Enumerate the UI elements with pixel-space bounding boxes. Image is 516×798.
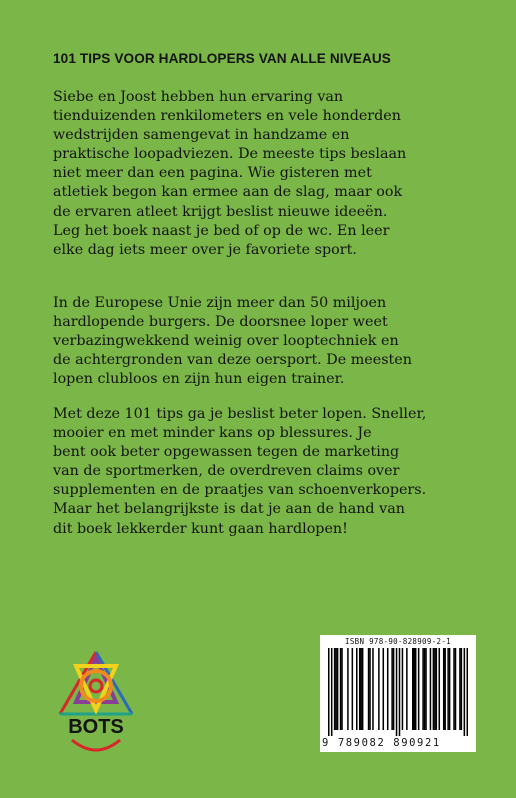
barcode-bar — [331, 648, 333, 736]
barcode-bar — [422, 648, 424, 730]
bots-publisher-logo — [54, 648, 138, 760]
barcode-bar — [439, 648, 441, 730]
barcode-bar — [455, 648, 457, 730]
barcode-bar — [418, 648, 420, 730]
barcode-bar — [424, 648, 426, 730]
barcode-bar — [372, 648, 374, 730]
barcode-bar — [412, 648, 414, 730]
barcode-bar — [436, 648, 438, 730]
barcode-bar — [383, 648, 385, 730]
back-cover-heading: 101 TIPS VOOR HARDLOPERS VAN ALLE NIVEAUS — [53, 51, 391, 66]
text-line: Met deze 101 tips ga je beslist beter lopen. Sneller, — [53, 406, 427, 422]
barcode-bar — [415, 648, 417, 730]
barcode-bar — [453, 648, 455, 730]
barcode-bar — [434, 648, 436, 730]
bots-logo-icon — [54, 648, 138, 760]
isbn-label: ISBN 978-90-828909-2-1 — [345, 637, 451, 646]
barcode-bar — [461, 648, 463, 730]
ean-digits: 9 789082 890921 — [322, 737, 441, 749]
barcode-bar — [387, 648, 389, 730]
barcode-bar — [399, 648, 401, 736]
text-line: van de sportmerken, de overdreven claims over — [53, 463, 400, 480]
text-line: dit boek lekkerder kunt gaan hardlopen! — [53, 520, 348, 537]
barcode-bar — [335, 648, 337, 730]
barcode-bar — [430, 648, 432, 730]
text-line: Leg het boek naast je bed of op de wc. En leer — [53, 222, 390, 239]
barcode-bars — [328, 648, 468, 736]
barcode-bar — [356, 648, 358, 730]
barcode-bar — [334, 648, 336, 730]
text-line: lopen clubloos en zijn hun eigen trainer. — [53, 371, 345, 388]
barcode-bar — [396, 648, 398, 736]
isbn-barcode — [320, 635, 476, 752]
text-line: hardlopende burgers. De doorsnee loper weet — [53, 314, 388, 331]
barcode-bar — [328, 648, 330, 736]
blurb-paragraph-2 — [53, 294, 483, 389]
barcode-bar — [443, 648, 445, 730]
barcode-bar — [340, 648, 342, 730]
text-line: Siebe en Joost hebben hun ervaring van — [53, 89, 344, 105]
barcode-bar — [413, 648, 415, 730]
text-line: de achtergronden van deze oersport. De meesten — [53, 352, 412, 369]
blurb-paragraph-1 — [53, 88, 483, 260]
barcode-bar — [352, 648, 354, 730]
blurb-paragraph-3 — [53, 405, 483, 539]
logo-wordmark: BOTS — [68, 716, 124, 738]
barcode-bar — [402, 648, 404, 730]
barcode-bar — [347, 648, 349, 730]
barcode-bar — [359, 648, 361, 730]
barcode-bar — [406, 648, 408, 730]
text-line: praktische loopadviezen. De meeste tips beslaan — [53, 146, 407, 163]
text-line: tienduizenden renkilometers en vele honderden — [53, 108, 401, 125]
text-line: In de Europese Unie zijn meer dan 50 miljoen — [53, 295, 387, 311]
text-line: Maar het belangrijkste is dat je aan de hand van — [53, 501, 405, 518]
barcode-bar — [459, 648, 461, 730]
text-line: elke dag iets meer over je favoriete sport. — [53, 241, 357, 258]
text-line: supplementen en de praatjes van schoenverkopers. — [53, 482, 427, 499]
barcode-bar — [368, 648, 370, 730]
barcode-bar — [425, 648, 427, 730]
barcode-bar — [360, 648, 362, 730]
barcode-bar — [362, 648, 364, 730]
barcode-bar — [393, 648, 395, 730]
barcode-bar — [391, 648, 393, 730]
barcode-bar — [433, 648, 435, 730]
text-line: wedstrijden samengevat in handzame en — [53, 127, 350, 144]
barcode-bar — [337, 648, 339, 730]
text-line: de ervaren atleet krijgt beslist nieuwe ideeën. — [53, 203, 388, 220]
barcode-bar — [447, 648, 449, 730]
barcode-bar — [444, 648, 446, 730]
text-line: mooier en met minder kans op blessures. Je — [53, 425, 372, 442]
text-line: verbazingwekkend weinig over looptechniek en — [53, 333, 399, 350]
text-line: niet meer dan een pagina. Wie gisteren met — [53, 165, 372, 182]
barcode-bar — [467, 648, 468, 736]
barcode-bar — [449, 648, 451, 730]
text-line: bent ook beter opgewassen tegen de marketing — [53, 444, 400, 461]
barcode-bar — [378, 648, 380, 730]
barcode-bar — [341, 648, 343, 730]
barcode-bar — [369, 648, 371, 730]
barcode-bar — [464, 648, 466, 736]
text-line: atletiek begon kan ermee aan de slag, maar ook — [53, 184, 403, 201]
